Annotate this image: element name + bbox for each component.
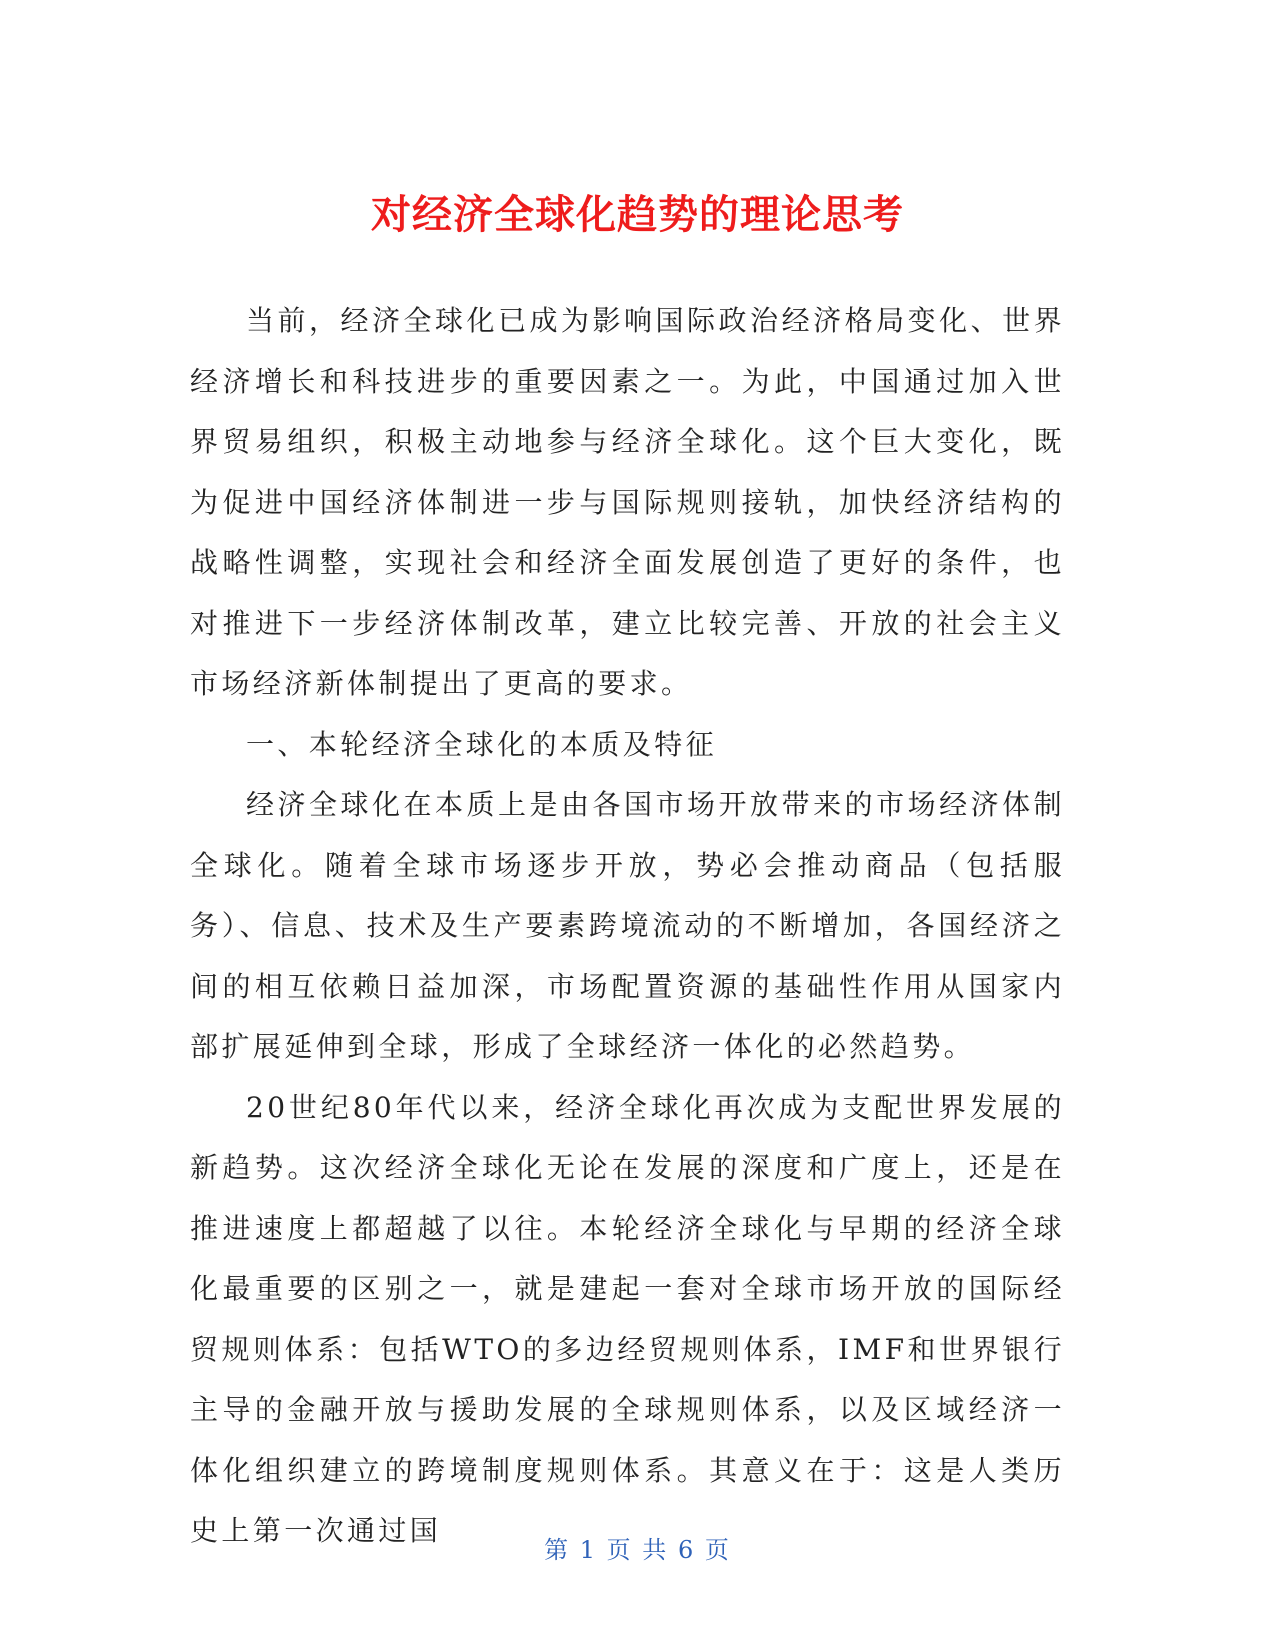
page-number-footer	[0, 1534, 1275, 1566]
section-heading-1: 一、本轮经济全球化的本质及特征	[246, 727, 718, 761]
paragraph-trends: 20世纪80年代以来，经济全球化再次成为支配世界发展的新趋势。这次经济全球化无论在发展的深度和广度上，还是在推进速度上都超越了以往。本轮经济全球化与早期的经济全球化最重要的区别之一，就是建起一套对全球市场开放的国际经贸规则体系：包括WTO的多边经贸规则体系，IMF和世界银行主导的金融开放与援助发展的全球规则体系，以及区域经济一体化组织建立的跨境制度规则体系。其意义在于：这是人类历史上第一次通过国	[190, 1090, 1065, 1547]
document-body	[190, 291, 1065, 1562]
document-title: 对经济全球化趋势的理论思考	[371, 191, 904, 238]
paragraph-intro: 当前，经济全球化已成为影响国际政治经济格局变化、世界经济增长和科技进步的重要因素之一。为此，中国通过加入世界贸易组织，积极主动地参与经济全球化。这个巨大变化，既为促进中国经济体制进一步与国际规则接轨，加快经济结构的战略性调整，实现社会和经济全面发展创造了更好的条件，也对推进下一步经济体制改革，建立比较完善、开放的社会主义市场经济新体制提出了更高的要求。	[190, 304, 1065, 700]
page-number-label: 第 1 页 共 6 页	[544, 1536, 731, 1564]
paragraph-essence: 经济全球化在本质上是由各国市场开放带来的市场经济体制全球化。随着全球市场逐步开放，势必会推动商品（包括服务）、信息、技术及生产要素跨境流动的不断增加，各国经济之间的相互依赖日益加深，市场配置资源的基础性作用从国家内部扩展延伸到全球，形成了全球经济一体化的必然趋势。	[190, 788, 1065, 1063]
